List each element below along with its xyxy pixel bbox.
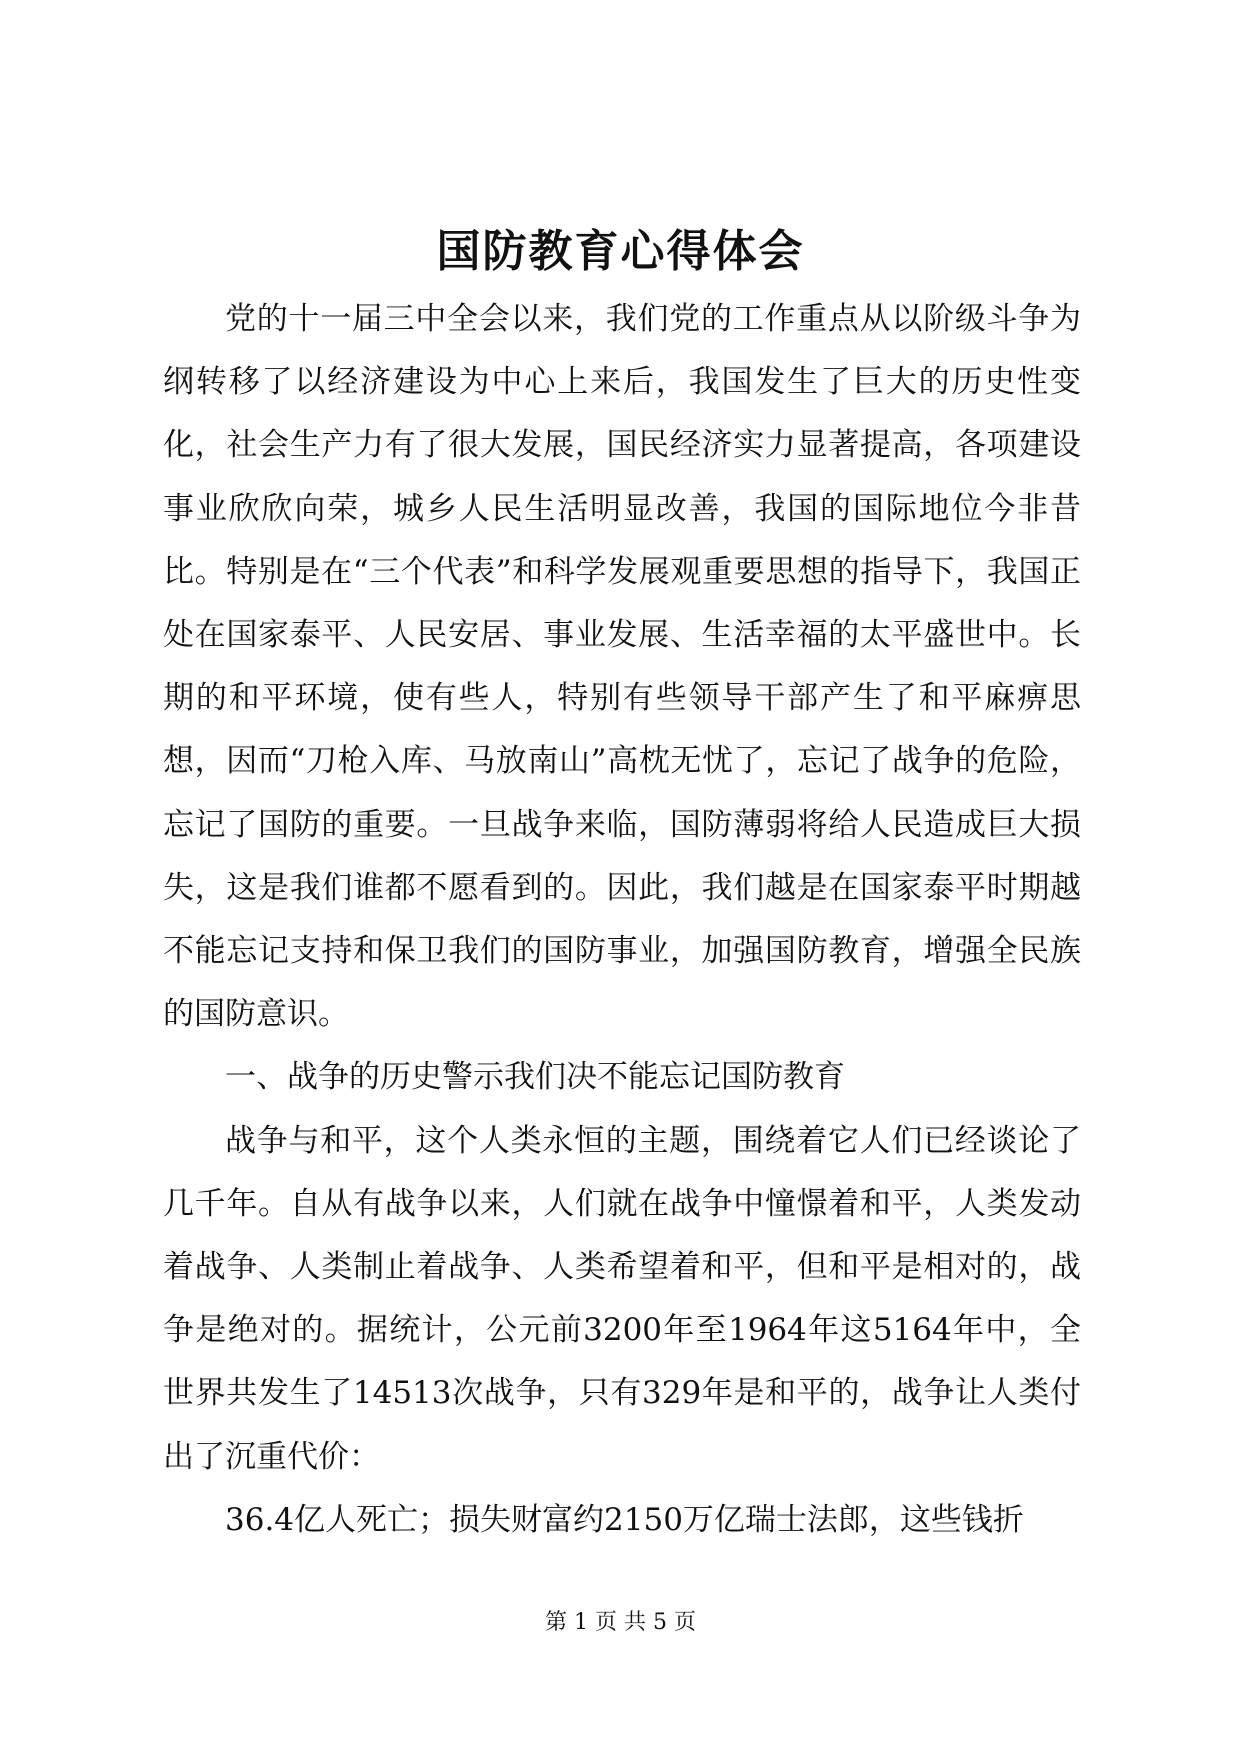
- document-body: [163, 288, 1081, 1552]
- paragraph-war-history: 战争与和平，这个人类永恒的主题，围绕着它人们已经谈论了几千年。自从有战争以来，人们就在战争中憧憬着和平，人类发动着战争、人类制止着战争、人类希望着和平，但和平是相对的，战争是绝对的。据统计，公元前3200年至1964年这5164年中，全世界共发生了14513次战争，只有329年是和平的，战争让人类付出了沉重代价：: [163, 1122, 1081, 1475]
- document-title: 国防教育心得体会: [436, 226, 805, 277]
- page-number-footer: 第 1 页 共 5 页: [545, 1610, 696, 1635]
- section-heading: 一、战争的历史警示我们决不能忘记国防教育: [225, 1059, 845, 1096]
- paragraph-war-cost: 36.4亿人死亡；损失财富约2150万亿瑞士法郎，这些钱折: [225, 1501, 1024, 1538]
- paragraph-intro: 党的十一届三中全会以来，我们党的工作重点从以阶级斗争为纲转移了以经济建设为中心上来后，我国发生了巨大的历史性变化，社会生产力有了很大发展，国民经济实力显著提高，各项建设事业欣欣向荣，城乡人民生活明显改善，我国的国际地位今非昔比。特别是在“三个代表”和科学发展观重要思想的指导下，我国正处在国家泰平、人民安居、事业发展、生活幸福的太平盛世中。长期的和平环境，使有些人，特别有些领导干部产生了和平麻痹思想，因而“刀枪入库、马放南山”高枕无忧了，忘记了战争的危险，忘记了国防的重要。一旦战争来临，国防薄弱将给人民造成巨大损失，这是我们谁都不愿看到的。因此，我们越是在国家泰平时期越不能忘记支持和保卫我们的国防事业，加强国防教育，增强全民族的国防意识。: [163, 301, 1081, 1033]
